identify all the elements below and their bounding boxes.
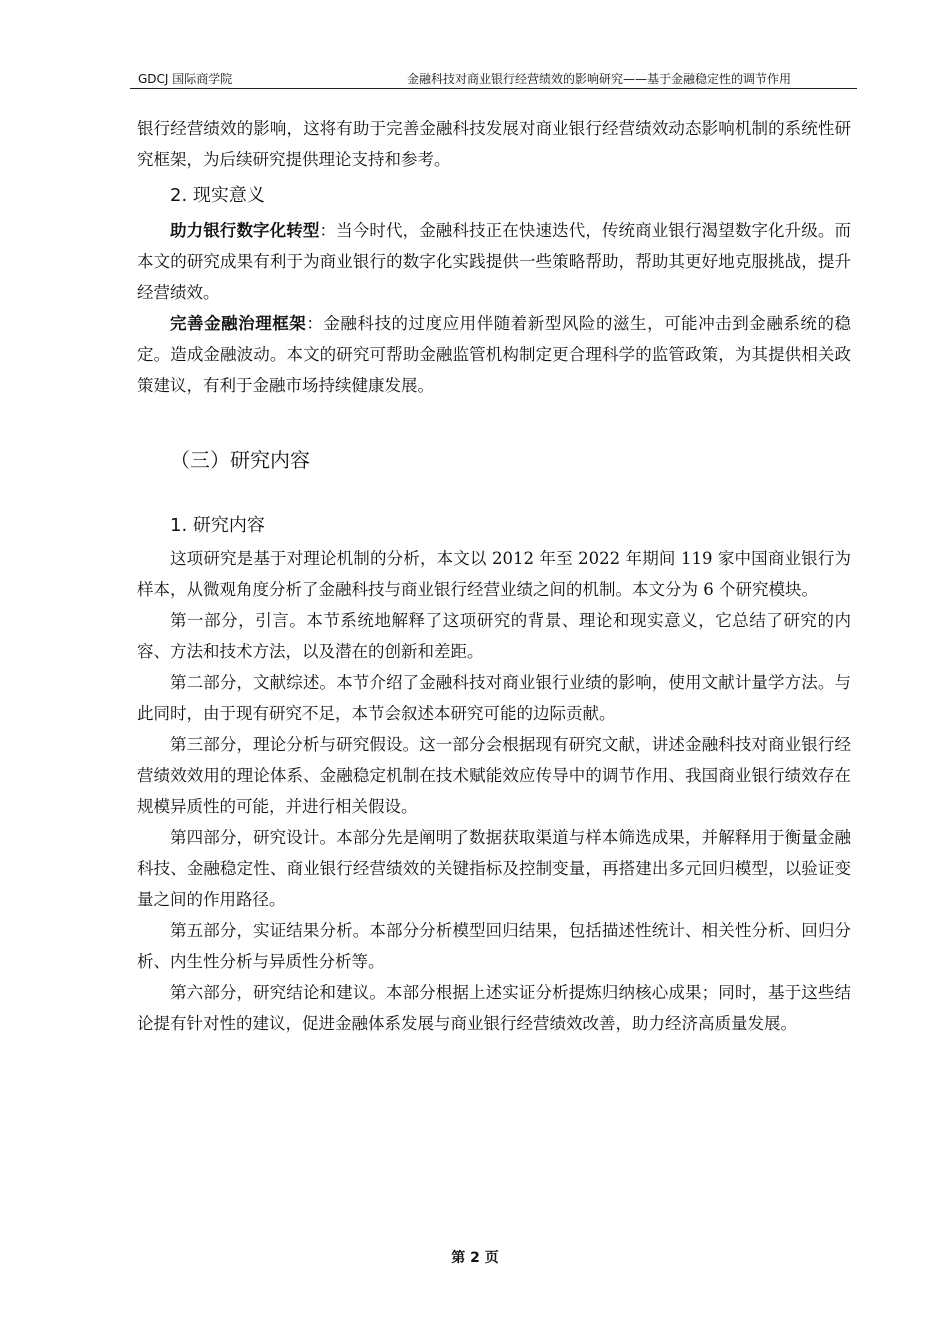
paragraph-part-four: 第四部分，研究设计。本部分先是阐明了数据获取渠道与样本筛选成果，并解释用于衡量金融科技、金融稳定性、商业银行经营绩效的关键指标及控制变量，再搭建出多元回归模型，以验证变量之间的作用路径。 xyxy=(137,828,851,909)
paragraph-part-six: 第六部分，研究结论和建议。本部分根据上述实证分析提炼归纳核心成果；同时，基于这些结论提有针对性的建议，促进金融体系发展与商业银行经营绩效改善，助力经济高质量发展。 xyxy=(137,983,851,1033)
paragraph-part-two: 第二部分，文献综述。本节介绍了金融科技对商业银行业绩的影响，使用文献计量学方法。与此同时，由于现有研究不足，本节会叙述本研究可能的边际贡献。 xyxy=(137,673,851,723)
page-body xyxy=(137,113,851,1039)
header-school: GDCJ 国际商学院 xyxy=(138,72,233,86)
page-number: 第 2 页 xyxy=(451,1250,499,1266)
paragraph-part-three: 第三部分，理论分析与研究假设。这一部分会根据现有研究文献，讲述金融科技对商业银行经营绩效效用的理论体系、金融稳定机制在技术赋能效应传导中的调节作用、我国商业银行绩效存在规模异质性的可能，并进行相关假设。 xyxy=(137,735,851,816)
paragraph-governance-framework xyxy=(137,308,851,401)
subheading-practical-significance: 2. 现实意义 xyxy=(170,185,265,206)
paragraph-overview: 这项研究是基于对理论机制的分析，本文以 2012 年至 2022 年期间 119 家中国商业银行为样本，从微观角度分析了金融科技与商业银行经营业绩之间的机制。本文分为 6 个研究模块。 xyxy=(137,549,851,599)
section-title-research-content: （三）研究内容 xyxy=(170,448,310,472)
paragraph-continued: 银行经营绩效的影响，这将有助于完善金融科技发展对商业银行经营绩效动态影响机制的系统性研究框架，为后续研究提供理论支持和参考。 xyxy=(137,119,851,169)
paragraph-lead-governance: 完善金融治理框架 xyxy=(170,314,307,333)
subheading-research-content: 1. 研究内容 xyxy=(170,515,265,536)
page-header xyxy=(130,70,857,89)
paragraph-text-digital: ：当今时代，金融科技正在快速迭代，传统商业银行渴望数字化升级。而本文的研究成果有利于为商业银行的数字化实践提供一些策略帮助，帮助其更好地克服挑战，提升经营绩效。 xyxy=(137,221,852,302)
header-paper-title: 金融科技对商业银行经营绩效的影响研究——基于金融稳定性的调节作用 xyxy=(406,72,791,86)
paragraph-part-five: 第五部分，实证结果分析。本部分分析模型回归结果，包括描述性统计、相关性分析、回归分析、内生性分析与异质性分析等。 xyxy=(137,921,851,971)
paragraph-part-one: 第一部分，引言。本节系统地解释了这项研究的背景、理论和现实意义，它总结了研究的内容、方法和技术方法，以及潜在的创新和差距。 xyxy=(137,611,851,661)
paragraph-text-governance: ：金融科技的过度应用伴随着新型风险的滋生，可能冲击到金融系统的稳定。造成金融波动。本文的研究可帮助金融监管机构制定更合理科学的监管政策，为其提供相关政策建议，有利于金融市场持续健康发展。 xyxy=(137,314,852,395)
paragraph-digital-transformation xyxy=(137,215,851,308)
paragraph-lead-digital: 助力银行数字化转型 xyxy=(170,221,320,240)
